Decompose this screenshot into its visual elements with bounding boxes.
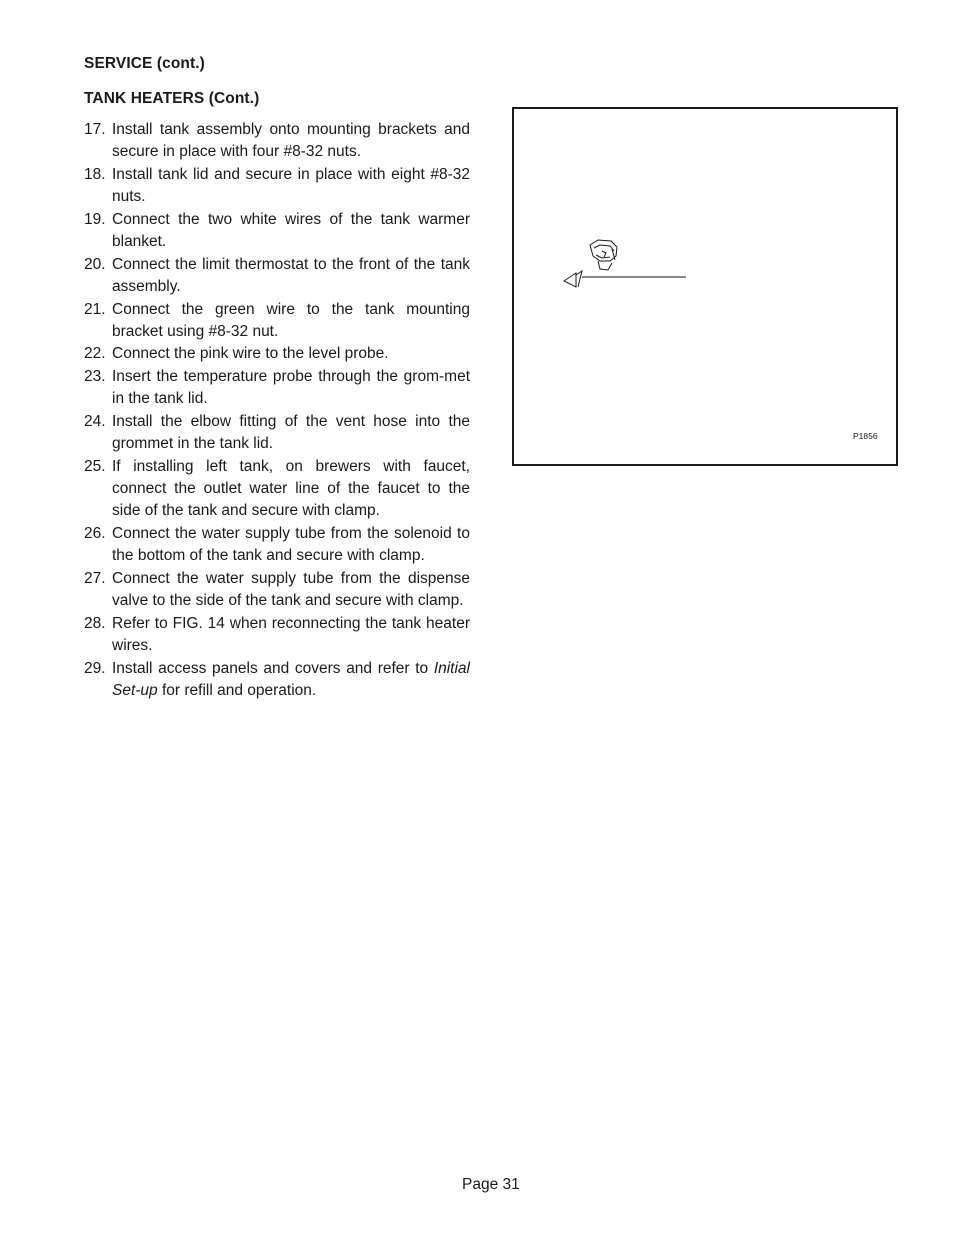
instruction-step — [84, 254, 470, 299]
step-text: Install the elbow fitting of the vent hose into the grommet in the tank lid. — [112, 412, 470, 453]
step-number: 18. — [84, 165, 106, 183]
step-number: 19. — [84, 210, 106, 228]
instruction-step — [84, 456, 470, 523]
section-heading-service: SERVICE (cont.) — [84, 55, 205, 72]
thermostat-diagram — [514, 109, 896, 464]
step-number: 21. — [84, 300, 106, 318]
step-number: 17. — [84, 121, 106, 138]
step-number: 26. — [84, 525, 106, 543]
instruction-step — [84, 164, 470, 209]
step-number: 25. — [84, 457, 106, 475]
step-text: Connect the limit thermostat to the front of the tank assembly. — [112, 255, 470, 295]
step-number: 29. — [84, 659, 106, 677]
step-text: Connect the water supply tube from the dispense valve to the side of the tank and secure with clamp. — [112, 569, 470, 610]
instruction-step — [84, 411, 470, 456]
instruction-step — [84, 613, 470, 658]
step-text: Connect the pink wire to the level probe. — [112, 345, 389, 363]
instruction-step — [84, 568, 470, 613]
limit-thermostat-icon — [590, 240, 617, 270]
step-number: 23. — [84, 368, 106, 386]
step-text: Install tank assembly onto mounting brackets and secure in place with four #8-32 nuts. — [112, 121, 470, 161]
instruction-step — [84, 366, 470, 411]
step-text-after: for refill and operation. — [157, 681, 317, 699]
step-text-before: Install access panels and covers and refer to — [112, 659, 434, 677]
instruction-step — [84, 343, 470, 365]
step-text: Connect the two white wires of the tank warmer blanket. — [112, 210, 470, 251]
step-number: 28. — [84, 614, 106, 632]
figure-code: P1856 — [853, 431, 878, 441]
instruction-list — [84, 119, 470, 703]
figure-illustration — [512, 107, 898, 466]
step-text: Connect the green wire to the tank mounting bracket using #8-32 nut. — [112, 300, 470, 340]
step-text: Refer to FIG. 14 when reconnecting the tank heater wires. — [112, 614, 470, 655]
instruction-step — [84, 209, 470, 254]
step-number: 27. — [84, 569, 106, 587]
step-number: 24. — [84, 412, 106, 430]
step-text: Install tank lid and secure in place with eight #8-32 nuts. — [112, 165, 470, 206]
subsection-heading-tank-heaters: TANK HEATERS (Cont.) — [84, 90, 260, 107]
step-text-reference: Initial Set-up — [112, 659, 470, 699]
instruction-step — [84, 119, 470, 164]
instruction-step — [84, 299, 470, 344]
leader-arrow — [564, 271, 686, 287]
step-text: If installing left tank, on brewers with faucet, connect the outlet water line of the faucet to the side of the tank and secure with clamp. — [112, 457, 470, 520]
step-text: Connect the water supply tube from the solenoid to the bottom of the tank and secure with clamp. — [112, 525, 470, 565]
step-number: 22. — [84, 345, 106, 363]
step-number: 20. — [84, 255, 106, 273]
instruction-step — [84, 523, 470, 568]
step-text: Insert the temperature probe through the grom-met in the tank lid. — [112, 368, 470, 408]
page-number: Page 31 — [462, 1176, 520, 1193]
instruction-step — [84, 658, 470, 703]
